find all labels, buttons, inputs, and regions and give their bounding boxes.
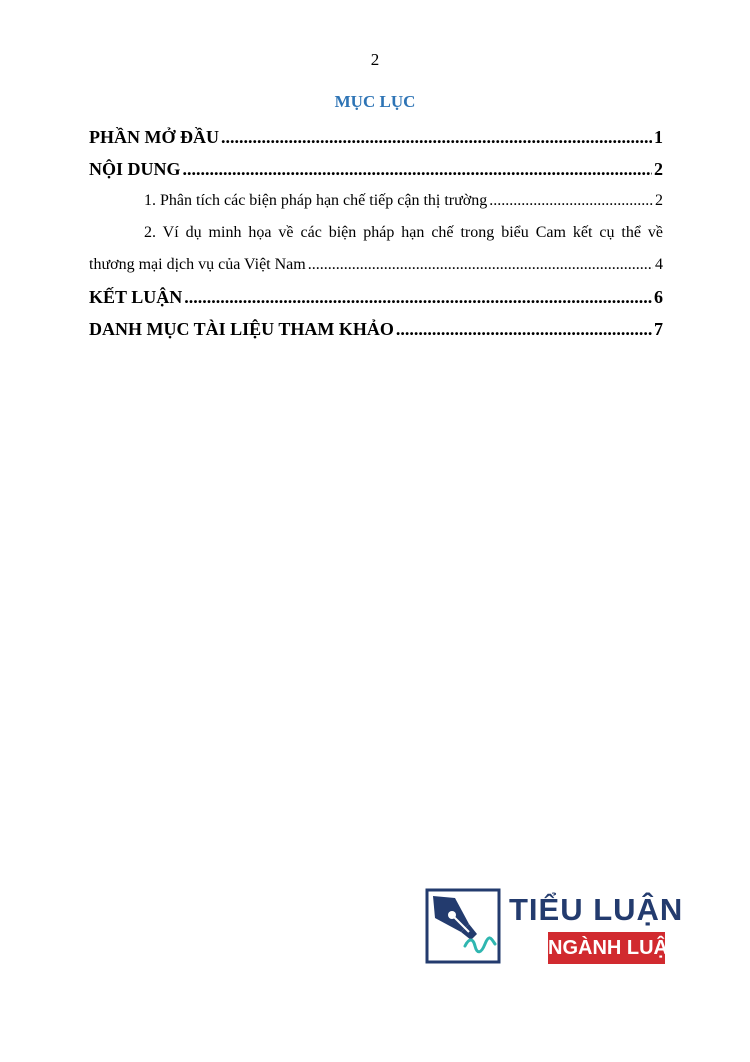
toc-entry-label: 1. Phân tích các biện pháp hạn chế tiếp cận thị trường — [144, 192, 488, 209]
toc-entry-references[interactable] — [89, 313, 663, 345]
toc-entry-label: NỘI DUNG — [89, 159, 181, 179]
toc-entry-section-1[interactable] — [89, 185, 663, 217]
toc-entry-label-line-2: thương mại dịch vụ của Việt Nam — [89, 256, 306, 273]
dot-leader — [184, 281, 652, 313]
toc-entry-introduction[interactable] — [89, 121, 663, 153]
toc-entry-label-line-1: 2. Ví dụ minh họa về các biện pháp hạn chế trong biểu Cam kết cụ thể về — [144, 224, 663, 241]
toc-entry-page: 7 — [654, 319, 663, 339]
dot-leader — [183, 153, 652, 185]
dot-leader — [308, 249, 653, 281]
toc-entry-label: DANH MỤC TÀI LIỆU THAM KHẢO — [89, 319, 394, 339]
toc-entry-page: 2 — [654, 159, 663, 179]
dot-leader — [396, 313, 652, 345]
table-of-contents — [89, 121, 663, 345]
toc-entry-page: 4 — [655, 256, 663, 273]
toc-entry-conclusion[interactable] — [89, 281, 663, 313]
toc-entry-label: KẾT LUẬN — [89, 287, 183, 307]
dot-leader — [489, 185, 653, 217]
pen-nib-icon — [425, 888, 501, 964]
dot-leader — [221, 121, 652, 153]
logo-text-line-2: NGÀNH LUẬT — [548, 932, 665, 964]
toc-entry-page: 1 — [654, 127, 663, 147]
toc-entry-label: PHẦN MỞ ĐẦU — [89, 127, 219, 147]
toc-entry-page: 2 — [655, 192, 663, 209]
page-number: 2 — [370, 50, 380, 69]
toc-entry-section-2[interactable] — [89, 217, 663, 281]
logo-text-line-1: TIỂU LUẬN — [509, 892, 684, 927]
tieu-luan-nganh-luat-logo — [425, 888, 684, 966]
toc-entry-content[interactable] — [89, 153, 663, 185]
toc-title: MỤC LỤC — [334, 92, 416, 111]
toc-entry-page: 6 — [654, 287, 663, 307]
